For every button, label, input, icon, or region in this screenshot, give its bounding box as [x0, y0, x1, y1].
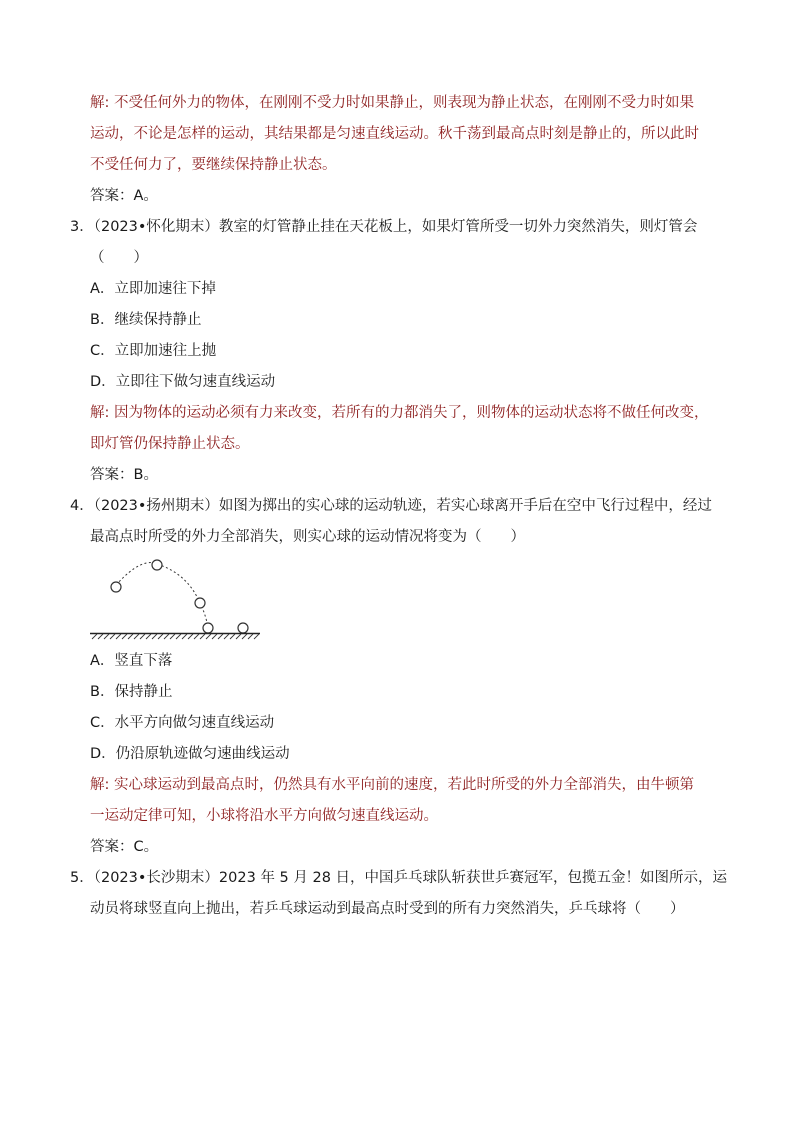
q3-explanation-line-1: 解: 因为物体的运动必须有力来改变，若所有的力都消失了，则物体的运动状态将不做任何改变，	[90, 405, 709, 421]
q2-answer: 答案：A。	[90, 188, 158, 204]
q5-stem-line-2: 动员将球竖直向上抛出，若乒乓球运动到最高点时受到的所有力突然消失，乒乓球将（ ）	[90, 901, 685, 917]
q3-answer: 答案：B。	[90, 467, 158, 483]
q5-stem-line-1: 5．（2023•长沙期末）2023 年 5 月 28 日，中国乒乓球队斩获世乒赛冠军，包揽五金！如图所示，运	[70, 870, 728, 886]
q3-option-c: C．立即加速往上抛	[90, 343, 217, 359]
q4-answer: 答案：C。	[90, 839, 159, 855]
ground-hatching	[92, 634, 259, 639]
ball-position-3	[195, 598, 205, 608]
q4-option-d: D．仍沿原轨迹做匀速曲线运动	[90, 746, 290, 762]
q4-stem-line-2: 最高点时所受的外力全部消失，则实心球的运动情况将变为（ ）	[90, 529, 525, 545]
q4-stem-line-1: 4．（2023•扬州期末）如图为掷出的实心球的运动轨迹，若实心球离开手后在空中飞行过程中，经过	[70, 498, 712, 514]
q4-option-c: C．水平方向做匀速直线运动	[90, 715, 275, 731]
q4-explanation-line-1: 解: 实心球运动到最高点时，仍然具有水平向前的速度，若此时所受的外力全部消失，由牛顿第	[90, 777, 694, 793]
q3-option-d: D．立即往下做匀速直线运动	[90, 374, 276, 390]
trajectory-dashed-path	[116, 563, 208, 629]
q2-explanation-line-1: 解: 不受任何外力的物体，在刚刚不受力时如果静止，则表现为静止状态，在刚刚不受力时如果	[90, 95, 694, 111]
q4-option-b: B．保持静止	[90, 684, 173, 700]
q3-stem-line-2: （ ）	[90, 250, 148, 266]
q2-explanation-line-2: 运动，不论是怎样的运动，其结果都是匀速直线运动。秋千荡到最高点时刻是静止的，所以此时	[90, 126, 699, 142]
q3-stem-line-1: 3．（2023•怀化期末）教室的灯管静止挂在天花板上，如果灯管所受一切外力突然消失，则灯管会	[70, 219, 698, 235]
q3-option-a: A．立即加速往下掉	[90, 281, 216, 297]
ball-landing	[203, 623, 213, 633]
ball-position-top	[152, 560, 162, 570]
ball-rolling	[238, 623, 248, 633]
q2-explanation-line-3: 不受任何力了，要继续保持静止状态。	[90, 157, 337, 173]
q4-explanation-line-2: 一运动定律可知，小球将沿水平方向做匀速直线运动。	[90, 808, 438, 824]
q3-option-b: B．继续保持静止	[90, 312, 202, 328]
q4-option-a: A．竖直下落	[90, 653, 173, 669]
trajectory-figure	[88, 555, 263, 640]
ball-position-1	[111, 582, 121, 592]
q3-explanation-line-2: 即灯管仍保持静止状态。	[90, 436, 250, 452]
